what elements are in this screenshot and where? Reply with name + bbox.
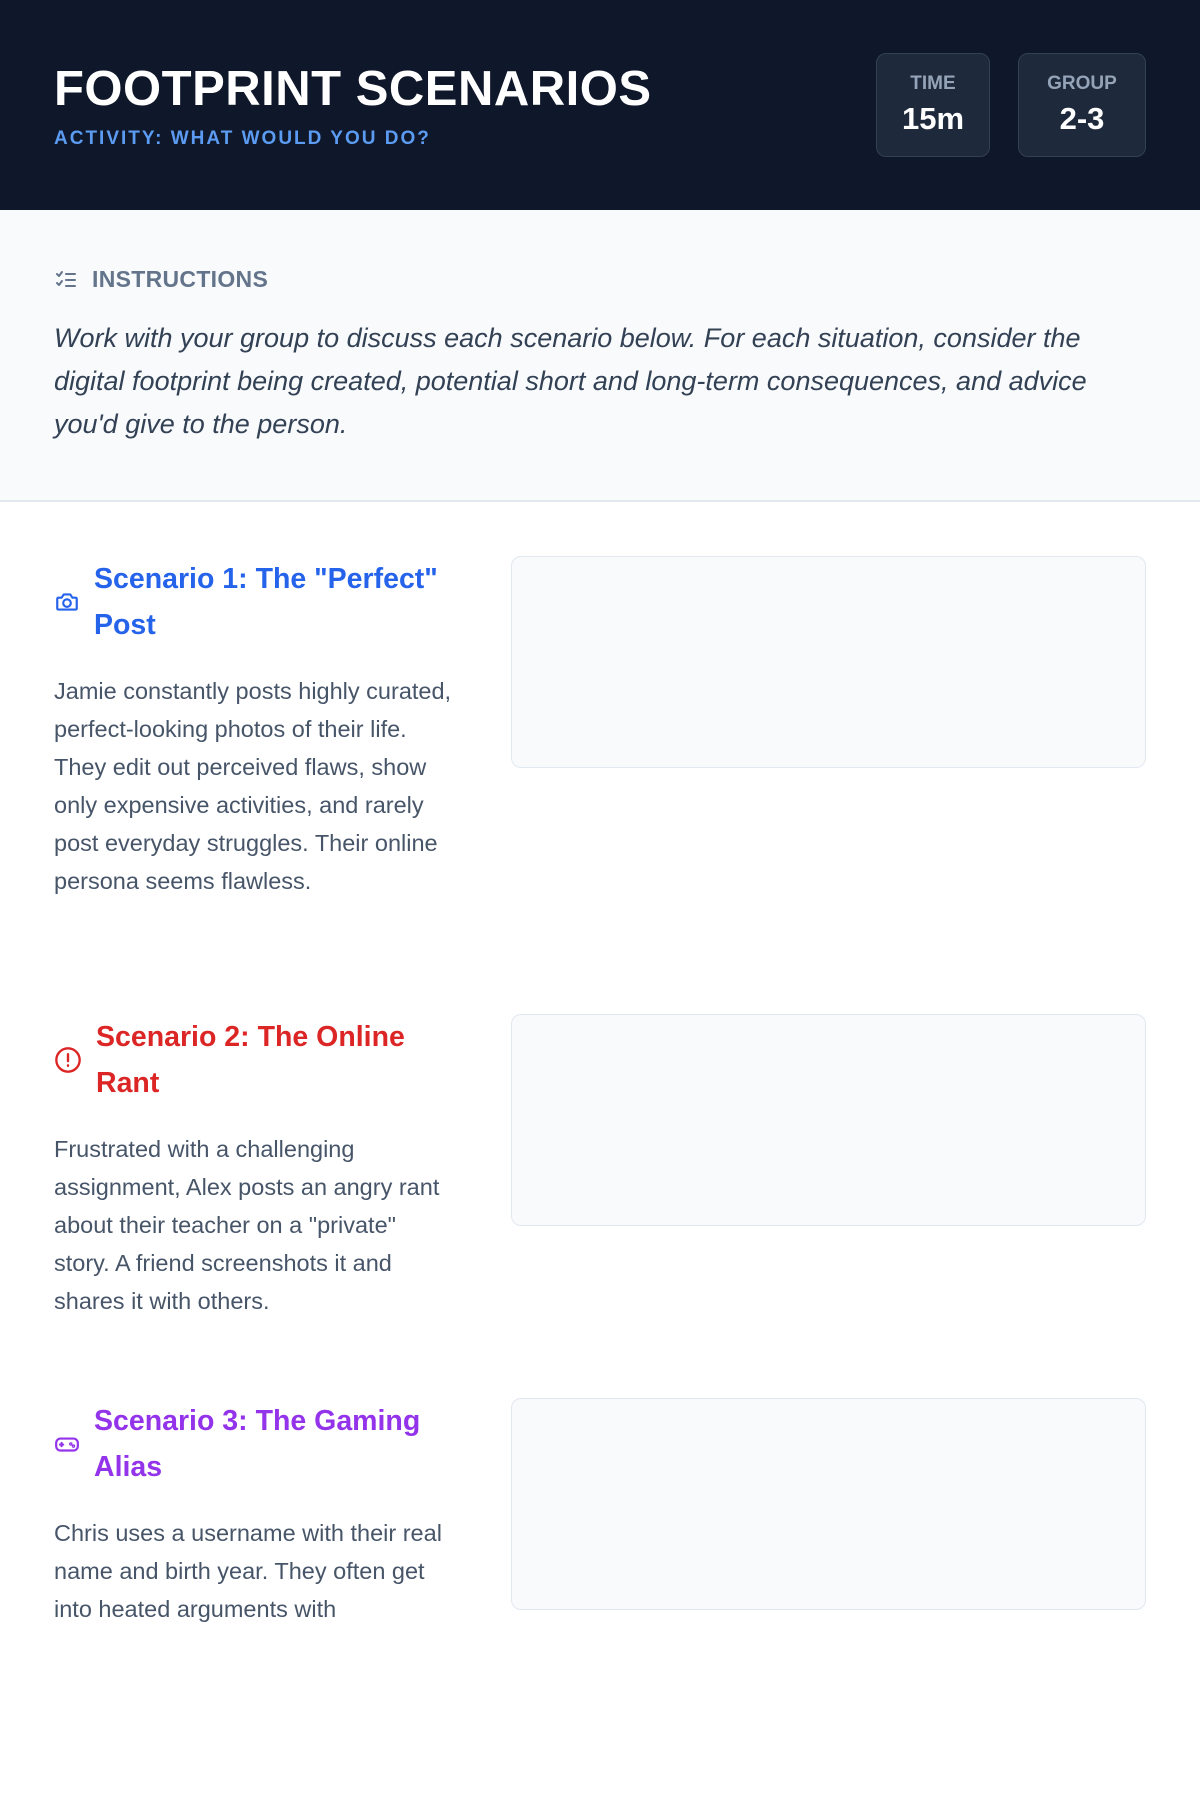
scenario-3-info [54,1398,458,1798]
gamepad-icon [54,1431,80,1457]
scenario-1 [54,556,1146,1014]
group-stat-value: 2-3 [1059,101,1105,136]
scenario-1-info [54,556,458,1014]
scenario-1-description: Jamie constantly posts highly curated, perfect-looking photos of their life. They edit out perceived flaws, show only expensive activities, and rarely post everyday struggles. Their online persona seems flawless. [54,678,452,894]
scenario-3 [54,1398,1146,1798]
page-title: FOOTPRINT SCENARIOS [54,61,652,116]
scenario-3-heading [54,1398,458,1490]
scenario-2-info [54,1014,458,1398]
camera-icon [54,589,80,615]
instructions-section [0,210,1200,502]
instructions-label: INSTRUCTIONS [92,266,269,292]
scenario-1-heading [54,556,458,648]
stats [876,53,1146,157]
scenario-3-answer-box[interactable] [511,1398,1146,1610]
page-subtitle: ACTIVITY: WHAT WOULD YOU DO? [54,127,431,149]
time-stat-label: TIME [910,73,956,94]
scenario-2 [54,1014,1146,1398]
list-checks-icon [54,268,78,292]
scenario-3-description: Chris uses a username with their real name and birth year. They often get into heated arguments with [54,1520,442,1622]
header [0,0,1200,210]
title-block [54,61,652,150]
group-stat-label: GROUP [1047,73,1117,94]
scenarios-list [0,502,1200,1798]
time-stat [876,53,990,157]
scenario-2-title: Scenario 2: The Online Rant [96,1021,405,1099]
time-stat-value: 15m [901,101,965,136]
scenario-2-answer-box[interactable] [511,1014,1146,1226]
scenario-1-answer-box[interactable] [511,556,1146,768]
instructions-text: Work with your group to discuss each scenario below. For each situation, consider the digital footprint being created, potential short and long-term consequences, and advice you'd give to the person. [54,323,1087,439]
scenario-2-heading [54,1014,458,1106]
instructions-heading [54,266,1146,293]
group-stat [1018,53,1146,157]
alert-circle-icon [54,1046,82,1074]
scenario-2-description: Frustrated with a challenging assignment, Alex posts an angry rant about their teacher on a "private" story. A friend screenshots it and shares it with others. [54,1136,440,1314]
scenario-1-title: Scenario 1: The "Perfect" Post [94,563,438,641]
scenario-3-title: Scenario 3: The Gaming Alias [94,1405,421,1483]
